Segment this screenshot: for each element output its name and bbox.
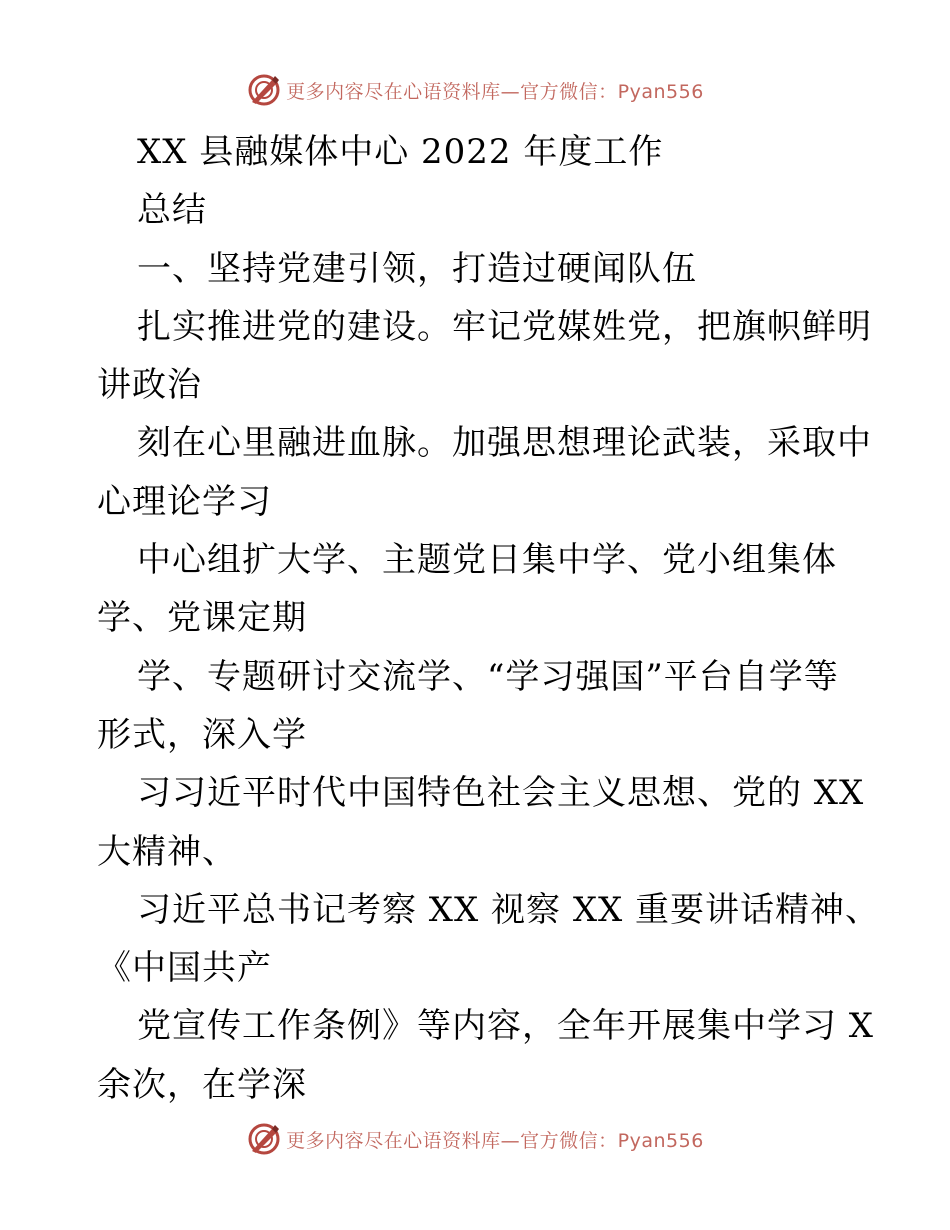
- paragraph-line: 讲政治: [97, 365, 202, 406]
- pen-logo-icon: [246, 72, 282, 108]
- paragraph-line: 扎实推进党的建设。牢记党媒姓党，把旗帜鲜明: [137, 306, 872, 347]
- paragraph-line: 余次，在学深: [97, 1064, 307, 1105]
- title-line-2: 总结: [137, 190, 207, 231]
- banner-text: 更多内容尽在心语资料库—官方微信：Pyan556: [286, 80, 704, 103]
- paragraph-line: 大精神、: [97, 831, 237, 872]
- footer-banner: [0, 1119, 950, 1159]
- paragraph-line: 《中国共产: [97, 948, 272, 989]
- paragraph-line: 学、专题研讨交流学、“学习强国”平台自学等: [137, 656, 839, 697]
- document-body: [97, 123, 881, 1114]
- pen-logo-icon: [246, 1121, 282, 1157]
- title-line-1: XX 县融媒体中心 2022 年度工作: [137, 132, 664, 172]
- paragraph-line: 刻在心里融进血脉。加强思想理论武装，采取中: [137, 423, 872, 464]
- paragraph-line: 习习近平时代中国特色社会主义思想、党的 XX: [137, 773, 865, 814]
- header-banner: [0, 70, 950, 110]
- banner-text: 更多内容尽在心语资料库—官方微信：Pyan556: [286, 1129, 704, 1152]
- paragraph-line: 学、党课定期: [97, 598, 307, 639]
- section-heading: 一、坚持党建引领，打造过硬闻队伍: [137, 248, 697, 289]
- paragraph-line: 心理论学习: [97, 481, 272, 522]
- paragraph-line: 形式，深入学: [97, 714, 307, 755]
- paragraph-line: 习近平总书记考察 XX 视察 XX 重要讲话精神、: [137, 889, 881, 930]
- paragraph-line: 中心组扩大学、主题党日集中学、党小组集体: [137, 540, 837, 581]
- paragraph-line: 党宣传工作条例》等内容，全年开展集中学习 X: [137, 1006, 875, 1047]
